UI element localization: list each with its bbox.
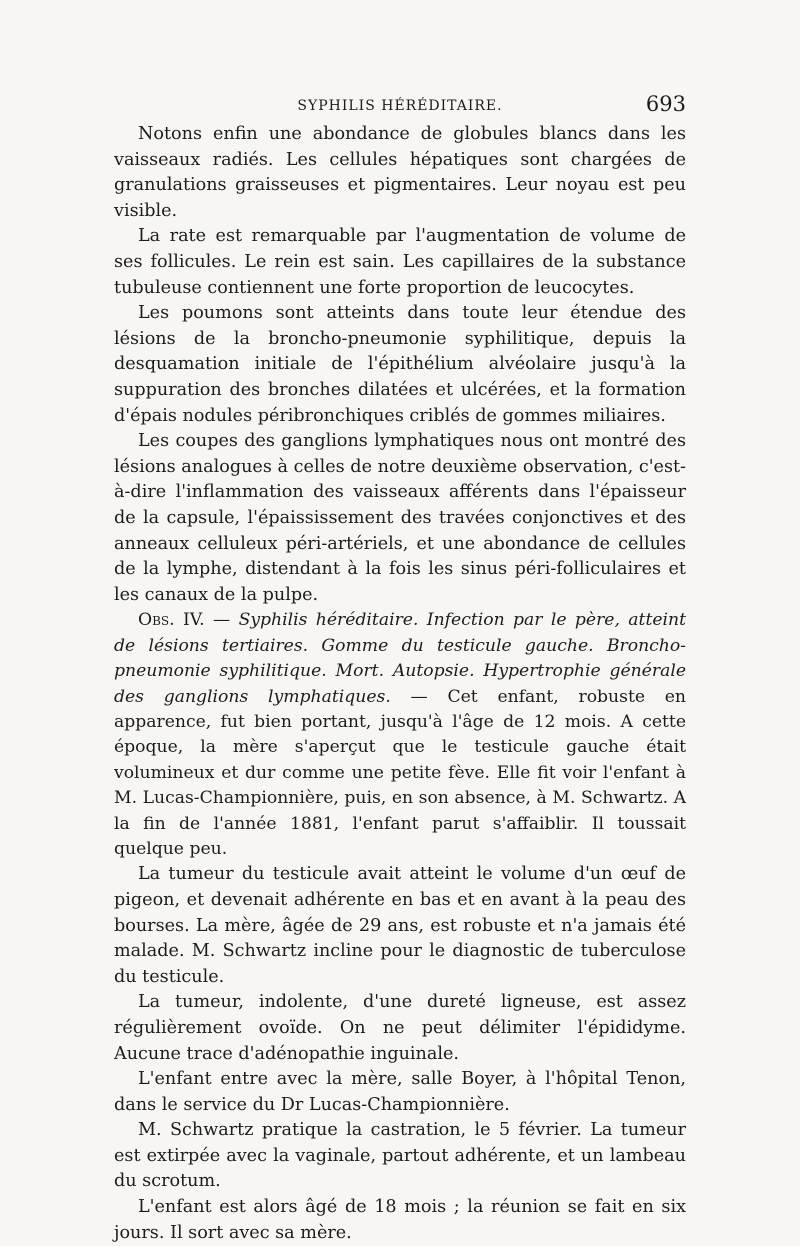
- observation-dash-2: —: [390, 686, 448, 707]
- paragraph-rate: La rate est remarquable par l'augmentation de volume de ses follicules. Le rein est sain. Les capillaires de la substance tubuleuse contiennent une forte proportion de leucocytes.: [114, 226, 686, 298]
- paragraph-sortie: L'enfant est alors âgé de 18 mois ; la réunion se fait en six jours. Il sort avec sa mère.: [114, 1197, 686, 1243]
- paragraph-ganglions: Les coupes des ganglions lymphatiques nous ont montré des lésions analogues à celles de notre deuxième observation, c'est-à-dire l'inflammation des vaisseaux afférents dans l'épaisseur de la capsule, l'épaississement des travées conjonctives et des anneaux celluleux péri-artériels, et une abondance de cellules de la lymphe, distendant à la fois les sinus péri-folliculaires et les canaux de la pulpe.: [114, 431, 686, 605]
- paragraph-globules: Notons enfin une abondance de globules blancs dans les vaisseaux radiés. Les cellules hépatiques sont chargées de granulations graisseuses et pigmentaires. Leur noyau est peu visible.: [114, 124, 686, 221]
- book-page: [114, 92, 686, 1246]
- paragraph-castration: M. Schwartz pratique la castration, le 5 février. La tumeur est extirpée avec la vaginale, partout adhérente, et un lambeau du scrotum.: [114, 1120, 686, 1192]
- paragraph-tumeur-indolente: La tumeur, indolente, d'une dureté ligneuse, est assez régulièrement ovoïde. On ne peut délimiter l'épididyme. Aucune trace d'adénopathie inguinale.: [114, 992, 686, 1064]
- page-number: 693: [645, 92, 686, 116]
- paragraph-poumons: Les poumons sont atteints dans toute leur étendue des lésions de la broncho-pneumonie syphilitique, depuis la desquamation initiale de l'épithélium alvéolaire jusqu'à la suppuration des bronches dilatées et ulcérées, et la formation d'épais nodules péribronchiques criblés de gommes miliaires.: [114, 303, 686, 426]
- observation-label: Obs. IV.: [138, 610, 205, 631]
- paragraph-tumeur-volume: La tumeur du testicule avait atteint le volume d'un œuf de pigeon, et devenait adhérente en bas et en avant à la peau des bourses. La mère, âgée de 29 ans, est robuste et n'a jamais été malade. M. Schwartz incline pour le diagnostic de tuberculose du testicule.: [114, 864, 686, 987]
- observation-paragraph: [114, 608, 686, 862]
- paragraph-entree-hopital: L'enfant entre avec la mère, salle Boyer, à l'hôpital Tenon, dans le service du Dr Lucas-Championnière.: [114, 1069, 686, 1115]
- observation-title: Syphilis héréditaire. Infection par le père, atteint de lésions tertiaires. Gomme du testicule gauche. Broncho-pneumonie syphilitique. Mort. Autopsie. Hypertrophie générale des ganglions lymphatiques.: [114, 610, 686, 707]
- observation-dash: —: [204, 610, 239, 631]
- running-head: [114, 92, 686, 122]
- running-title: SYPHILIS HÉRÉDITAIRE.: [297, 98, 503, 114]
- observation-text: Cet enfant, robuste en apparence, fut bien portant, jusqu'à l'âge de 12 mois. A cette époque, la mère s'aperçut que le testicule gauche était volumineux et dur comme une petite fève. Elle fit voir l'enfant à M. Lucas-Championnière, puis, en son absence, à M. Schwartz. A la fin de l'année 1881, l'enfant parut s'affaiblir. Il toussait quelque peu.: [114, 686, 687, 859]
